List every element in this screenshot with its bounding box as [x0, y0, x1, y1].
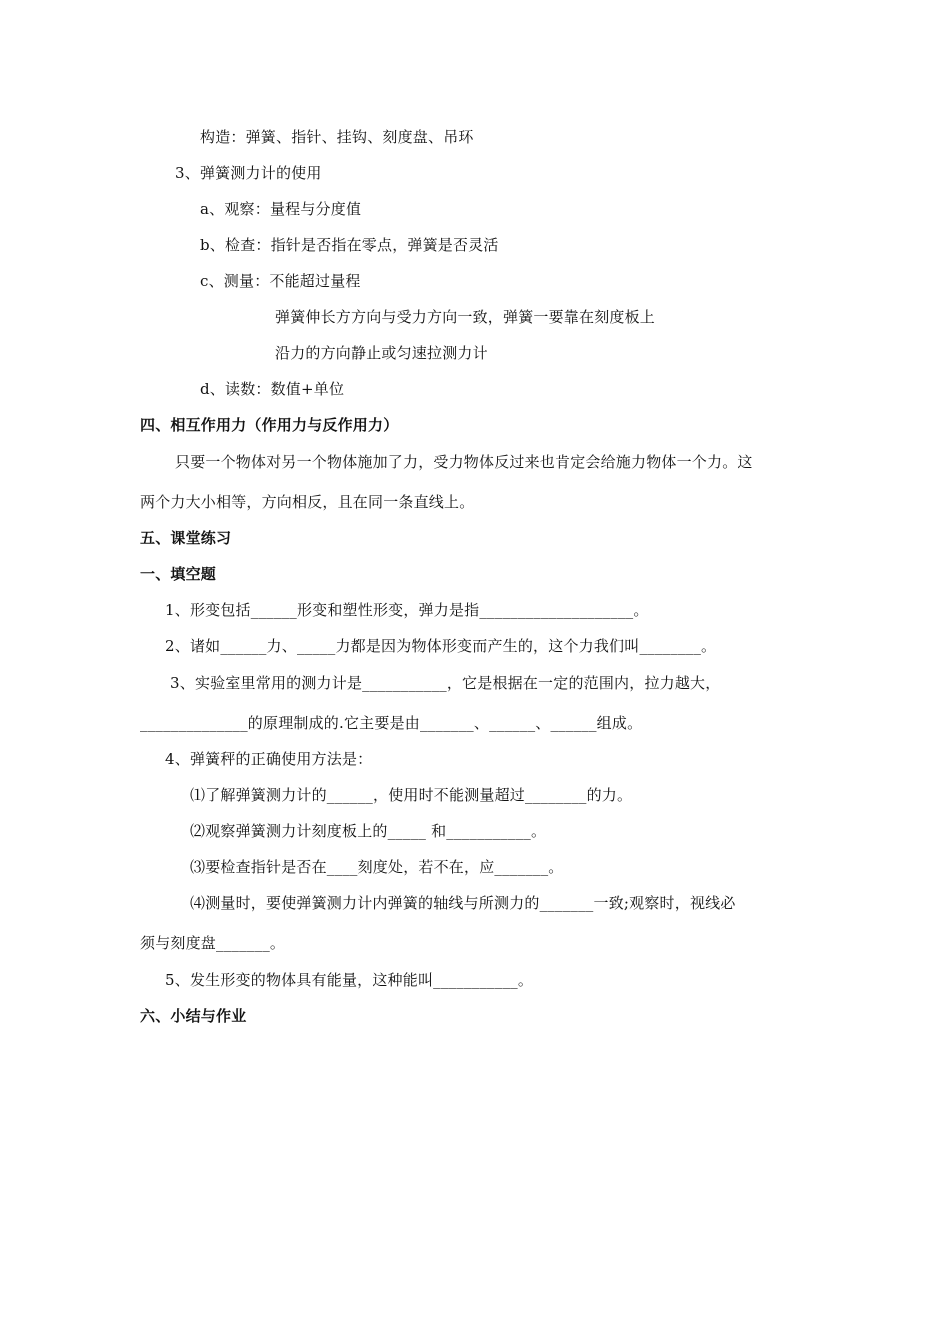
- question-4-item-2: ⑵观察弹簧测力计刻度板上的_____ 和___________。: [190, 822, 547, 840]
- question-3-line-2: ______________的原理制成的.它主要是由_______、______、______组成。: [140, 714, 643, 732]
- question-4: 4、弹簧秤的正确使用方法是：: [165, 750, 373, 768]
- structure-line: 构造：弹簧、指针、挂钩、刻度盘、吊环: [200, 128, 474, 146]
- measure-detail-line-2: 沿力的方向静止或匀速拉测力计: [275, 344, 488, 362]
- question-4-item-3: ⑶要检查指针是否在____刻度处，若不在，应_______。: [190, 858, 564, 876]
- section4-heading: 四、相互作用力（作用力与反作用力）: [140, 416, 399, 434]
- section6-heading: 六、小结与作业: [140, 1007, 247, 1025]
- question-3-line-1: 3、实验室里常用的测力计是___________，它是根据在一定的范围内，拉力越大，: [170, 674, 721, 692]
- question-2: 2、诸如______力、_____力都是因为物体形变而产生的，这个力我们叫________。: [165, 637, 717, 655]
- measure-detail-line-1: 弹簧伸长方方向与受力方向一致，弹簧一要靠在刻度板上: [275, 308, 656, 326]
- section5-heading: 五、课堂练习: [140, 529, 232, 547]
- read-line: d、读数：数值+单位: [200, 380, 345, 398]
- usage-title: 3、弹簧测力计的使用: [175, 164, 322, 182]
- question-1: 1、形变包括______形变和塑性形变，弹力是指____________________。: [165, 601, 649, 619]
- fill-blank-heading: 一、填空题: [140, 565, 217, 583]
- observe-line: a、观察：量程与分度值: [200, 200, 362, 218]
- question-4-item-1: ⑴了解弹簧测力计的______，使用时不能测量超过________的力。: [190, 786, 633, 804]
- question-4-item-4-line-1: ⑷测量时，要使弹簧测力计内弹簧的轴线与所测力的_______一致;观察时，视线必: [190, 894, 736, 912]
- question-4-item-4-line-2: 须与刻度盘_______。: [140, 934, 286, 952]
- section4-paragraph-line-2: 两个力大小相等，方向相反，且在同一条直线上。: [140, 493, 475, 511]
- measure-line: c、测量：不能超过量程: [200, 272, 361, 290]
- question-5: 5、发生形变的物体具有能量，这种能叫___________。: [165, 971, 534, 989]
- section4-paragraph-line-1: 只要一个物体对另一个物体施加了力，受力物体反过来也肯定会给施力物体一个力。这: [175, 453, 753, 471]
- check-line: b、检查：指针是否指在零点，弹簧是否灵活: [200, 236, 499, 254]
